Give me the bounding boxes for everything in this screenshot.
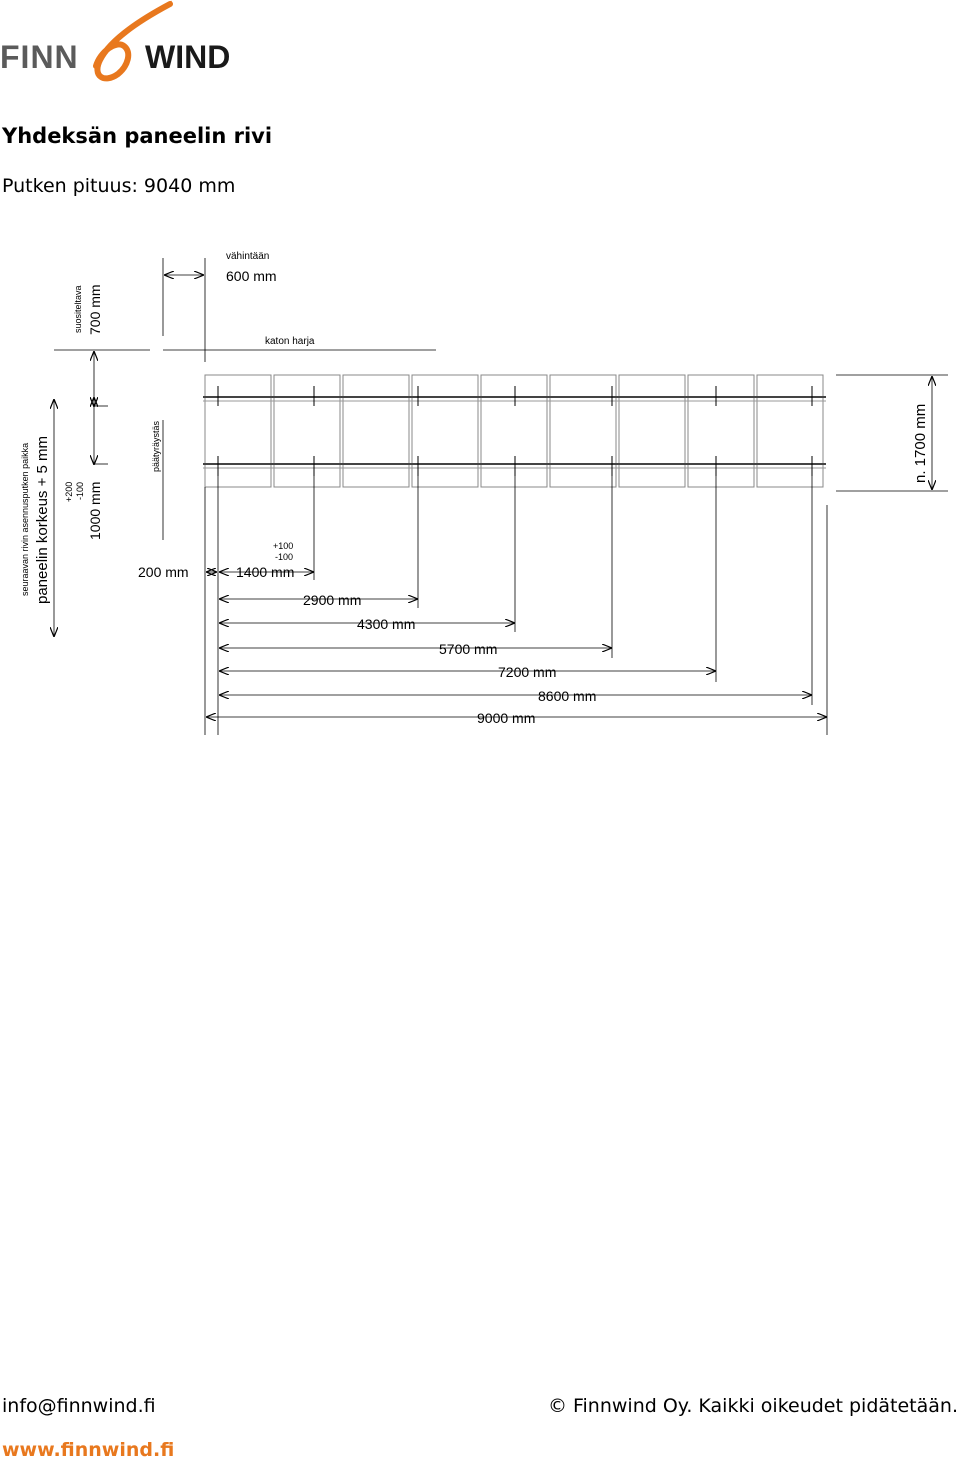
panel-height-label: paneelin korkeus + 5 mm <box>34 435 51 604</box>
dimension-label-1400: 1400 mm <box>236 564 295 580</box>
tube-length: Putken pituus: 9040 mm <box>2 175 236 197</box>
row-spacing-tolerance-plus: +200 <box>64 481 74 502</box>
recommended-label: suositeltava <box>73 285 83 333</box>
solar-panel <box>481 375 547 487</box>
dimension-label-8600: 8600 mm <box>538 688 597 704</box>
dimension-label-5700: 5700 mm <box>439 641 498 657</box>
dimension-label-2900: 2900 mm <box>303 592 362 608</box>
panel-row <box>203 375 826 487</box>
gable-eave-label: päätyräystäs <box>151 420 161 472</box>
solar-panel <box>757 375 823 487</box>
dimension-label-4300: 4300 mm <box>357 616 416 632</box>
copyright-notice: © Finnwind Oy. Kaikki oikeudet pidätetään. <box>547 1395 958 1417</box>
gable-offset-value: 200 mm <box>138 564 189 580</box>
finnwind-logo <box>0 0 250 90</box>
extension-lines <box>205 476 827 735</box>
email-link[interactable]: info@finnwind.fi <box>2 1395 156 1417</box>
solar-panel <box>619 375 685 487</box>
solar-panel <box>688 375 754 487</box>
dimension-label-7200: 7200 mm <box>498 664 557 680</box>
solar-panel <box>343 375 409 487</box>
row-spacing-value: 1000 mm <box>87 481 103 540</box>
page-title: Yhdeksän paneelin rivi <box>2 124 273 148</box>
panel-height-approx: n. 1700 mm <box>912 403 929 483</box>
min-distance-label: vähintään <box>226 251 270 262</box>
next-row-label: seuraavan rivin asennusputken paikka <box>20 442 30 596</box>
logo-text-finn: FINN <box>0 39 79 75</box>
spacing-tolerance-minus: -100 <box>275 552 294 562</box>
roof-ridge-label: katon harja <box>265 336 315 347</box>
installation-diagram <box>0 240 960 760</box>
recommended-value: 700 mm <box>87 284 103 335</box>
solar-panel <box>412 375 478 487</box>
row-spacing-tolerance-minus: -100 <box>75 481 85 500</box>
solar-panel <box>550 375 616 487</box>
solar-panel <box>274 375 340 487</box>
solar-panel <box>205 375 271 487</box>
spacing-tolerance-plus: +100 <box>273 541 294 551</box>
min-distance-value: 600 mm <box>226 268 277 284</box>
logo-text-wind: WIND <box>145 39 231 75</box>
dimension-label-9000: 9000 mm <box>477 710 536 726</box>
website-link[interactable]: www.finnwind.fi <box>2 1439 175 1461</box>
